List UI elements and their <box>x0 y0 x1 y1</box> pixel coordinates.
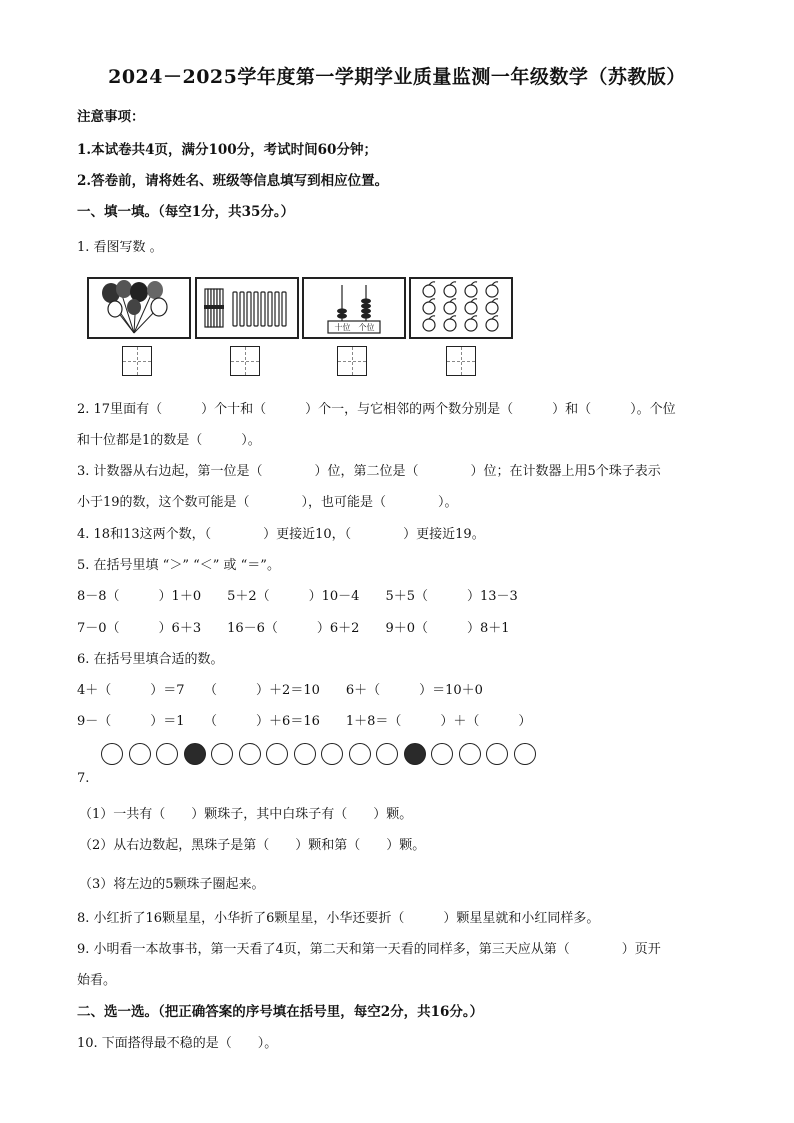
apple-icon <box>486 282 498 297</box>
abacus-tens-label: 十位 <box>334 323 351 332</box>
question-5-row-1: 8－8（ ）1＋0 5＋2（ ）10－4 5＋5（ ）13－3 <box>77 589 518 604</box>
question-9-line-1: 9. 小明看一本故事书，第一天看了4页，第二天和第一天看的同样多，第三天应从第（ ）页开 <box>77 942 661 957</box>
apple-icon <box>423 316 435 331</box>
answer-box-2[interactable] <box>230 346 260 376</box>
question-10: 10. 下面搭得最不稳的是（ ）。 <box>77 1036 278 1051</box>
answer-box-1[interactable] <box>122 346 152 376</box>
white-bead <box>514 743 536 765</box>
answer-box-3[interactable] <box>337 346 367 376</box>
question-2-line-1: 2. 17里面有（ ）个十和（ ）个一，与它相邻的两个数分别是（ ）和（ ）。个位 <box>77 402 676 417</box>
apples-picture <box>409 277 513 339</box>
question-3-line-1: 3. 计数器从右边起，第一位是（ ）位，第二位是（ ）位；在计数器上用5个珠子表示 <box>77 464 661 479</box>
white-bead <box>349 743 371 765</box>
white-bead <box>431 743 453 765</box>
apple-icon <box>444 282 456 297</box>
question-3-line-2: 小于19的数，这个数可能是（ ），也可能是（ ）。 <box>77 495 458 510</box>
notice-heading: 注意事项： <box>77 109 145 125</box>
section2-heading: 二、选一选。（把正确答案的序号填在括号里，每空2分，共16分。） <box>77 1004 484 1020</box>
white-bead <box>459 743 481 765</box>
white-bead <box>239 743 261 765</box>
notice-item-1: 1.本试卷共4页，满分100分，考试时间60分钟； <box>77 142 377 158</box>
question-1: 1. 看图写数 。 <box>77 240 163 255</box>
apple-icon <box>465 282 477 297</box>
white-bead <box>294 743 316 765</box>
apple-icon <box>444 316 456 331</box>
answer-box-4[interactable] <box>446 346 476 376</box>
question-5-row-2: 7－0（ ）6＋3 16－6（ ）6＋2 9＋0（ ）8＋1 <box>77 621 510 636</box>
question-9-line-2: 始看。 <box>77 973 117 988</box>
apple-icon <box>444 299 456 314</box>
apple-icon <box>486 299 498 314</box>
question-7-part-2: （2）从右边数起，黑珠子是第（ ）颗和第（ ）颗。 <box>79 838 426 853</box>
apple-icon <box>465 299 477 314</box>
question-7-number: 7. <box>77 771 90 786</box>
question-6-row-2: 9－（ ）＝1 （ ）＋6＝16 1＋8＝（ ）＋（ ） <box>77 714 532 729</box>
question-6-row-1: 4＋（ ）＝7 （ ）＋2＝10 6＋（ ）＝10＋0 <box>77 683 483 698</box>
abacus-ones-label: 个位 <box>358 323 375 332</box>
question-7-part-3: （3）将左边的5颗珠子圈起来。 <box>79 877 265 892</box>
white-bead <box>321 743 343 765</box>
black-bead <box>184 743 206 765</box>
white-bead <box>211 743 233 765</box>
question-7-part-1: （1）一共有（ ）颗珠子，其中白珠子有（ ）颗。 <box>79 807 413 822</box>
abacus-picture <box>302 277 406 339</box>
white-bead <box>156 743 178 765</box>
notice-item-2: 2.答卷前，请将姓名、班级等信息填写到相应位置。 <box>77 173 389 189</box>
white-bead <box>486 743 508 765</box>
question-8: 8. 小红折了16颗星星，小华折了6颗星星，小华还要折（ ）颗星星就和小红同样多。 <box>77 911 600 926</box>
white-bead <box>129 743 151 765</box>
section1-heading: 一、填一填。（每空1分，共35分。） <box>77 204 295 220</box>
white-bead <box>376 743 398 765</box>
apple-icon <box>423 282 435 297</box>
question-4: 4. 18和13这两个数，（ ）更接近10，（ ）更接近19。 <box>77 527 485 542</box>
apple-icon <box>486 316 498 331</box>
white-bead <box>101 743 123 765</box>
white-bead <box>266 743 288 765</box>
sticks-picture <box>195 277 299 339</box>
question-2-line-2: 和十位都是1的数是（ ）。 <box>77 433 261 448</box>
page-title: 2024－2025学年度第一学期学业质量监测一年级数学（苏教版） <box>108 66 686 88</box>
black-bead <box>404 743 426 765</box>
question-5: 5. 在括号里填 “＞” “＜” 或 “＝”。 <box>77 558 280 573</box>
apple-icon <box>465 316 477 331</box>
apple-icon <box>423 299 435 314</box>
question-6: 6. 在括号里填合适的数。 <box>77 652 224 667</box>
balloons-picture <box>87 277 191 339</box>
